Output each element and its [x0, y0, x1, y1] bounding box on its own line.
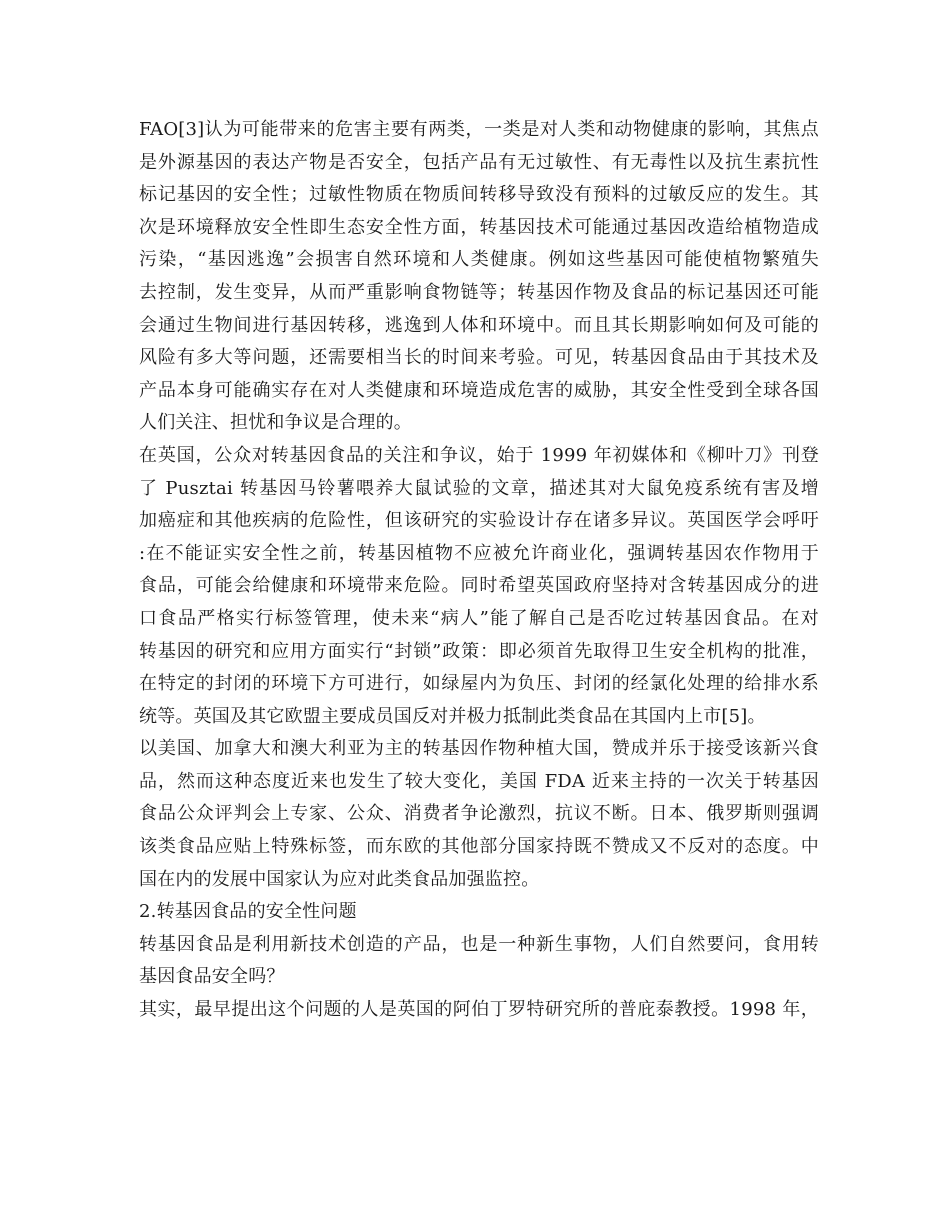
text-line: 转基因食品是利用新技术创造的产品，也是一种新生事物，人们自然要问，食用转: [139, 933, 819, 955]
text-line: 基因食品安全吗？: [139, 966, 285, 988]
text-line: 次是环境释放安全性即生态安全性方面，转基因技术可能通过基因改造给植物造成: [139, 216, 819, 238]
paragraph-other-countries: [139, 733, 819, 896]
text-line: 口食品严格实行标签管理，使未来“病人”能了解自己是否吃过转基因食品。在对: [139, 607, 819, 629]
paragraph-fao-hazards: [139, 114, 819, 440]
section-heading: [139, 896, 819, 929]
text-line: 会通过生物间进行基因转移，逃逸到人体和环境中。而且其长期影响如何及可能的: [139, 314, 819, 336]
paragraph-uk-controversy: [139, 440, 819, 733]
text-line: FAO[3]认为可能带来的危害主要有两类，一类是对人类和动物健康的影响，其焦点: [139, 119, 819, 140]
text-line: 在英国，公众对转基因食品的关注和争议，始于 1999 年初媒体和《柳叶刀》刊登: [139, 444, 819, 466]
text-line: 是外源基因的表达产物是否安全，包括产品有无过敏性、有无毒性以及抗生素抗性: [139, 151, 819, 173]
text-line: 风险有多大等问题，还需要相当长的时间来考验。可见，转基因食品由于其技术及: [139, 347, 819, 369]
text-line: 其实，最早提出这个问题的人是英国的阿伯丁罗特研究所的普庇泰教授。1998 年，: [139, 999, 819, 1021]
paragraph-pusztai-intro: [139, 994, 819, 1027]
text-line: 该类食品应贴上特殊标签，而东欧的其他部分国家持既不赞成又不反对的态度。中: [139, 836, 819, 858]
text-line: 食品，可能会给健康和环境带来危险。同时希望英国政府坚持对含转基因成分的进: [139, 575, 819, 597]
text-line: 了 Pusztai 转基因马铃薯喂养大鼠试验的文章，描述其对大鼠免疫系统有害及增: [139, 477, 819, 499]
text-line: 食品公众评判会上专家、公众、消费者争论激烈，抗议不断。日本、俄罗斯则强调: [139, 803, 819, 825]
text-line: 人们关注、担忧和争议是合理的。: [139, 412, 412, 434]
text-line: 去控制，发生变异，从而严重影响食物链等；转基因作物及食品的标记基因还可能: [139, 281, 819, 303]
text-line: 污染，“基因逃逸”会损害自然环境和人类健康。例如这些基因可能使植物繁殖失: [139, 249, 819, 271]
text-line: 转基因的研究和应用方面实行“封锁”政策：即必须首先取得卫生安全机构的批准，: [139, 640, 819, 662]
paragraph-safety-question: [139, 929, 819, 994]
text-line: 统等。英国及其它欧盟主要成员国反对并极力抵制此类食品在其国内上市[5]。: [139, 705, 766, 727]
text-line: 以美国、加拿大和澳大利亚为主的转基因作物种植大国，赞成并乐于接受该新兴食: [139, 738, 819, 760]
text-line: 标记基因的安全性；过敏性物质在物质间转移导致没有预料的过敏反应的发生。其: [139, 184, 819, 206]
document-body: [139, 114, 819, 1027]
text-line: 国在内的发展中国家认为应对此类食品加强监控。: [139, 868, 540, 890]
section-heading-text: 2.转基因食品的安全性问题: [139, 901, 357, 923]
text-line: :在不能证实安全性之前，转基因植物不应被允许商业化，强调转基因农作物用于: [139, 542, 819, 564]
text-line: 在特定的封闭的环境下方可进行，如绿屋内为负压、封闭的经氯化处理的给排水系: [139, 673, 819, 695]
text-line: 产品本身可能确实存在对人类健康和环境造成危害的威胁，其安全性受到全球各国: [139, 379, 819, 401]
text-line: 加癌症和其他疾病的危险性，但该研究的实验设计存在诸多异议。英国医学会呼吁: [139, 510, 819, 532]
text-line: 品，然而这种态度近来也发生了较大变化，美国 FDA 近来主持的一次关于转基因: [139, 770, 819, 792]
